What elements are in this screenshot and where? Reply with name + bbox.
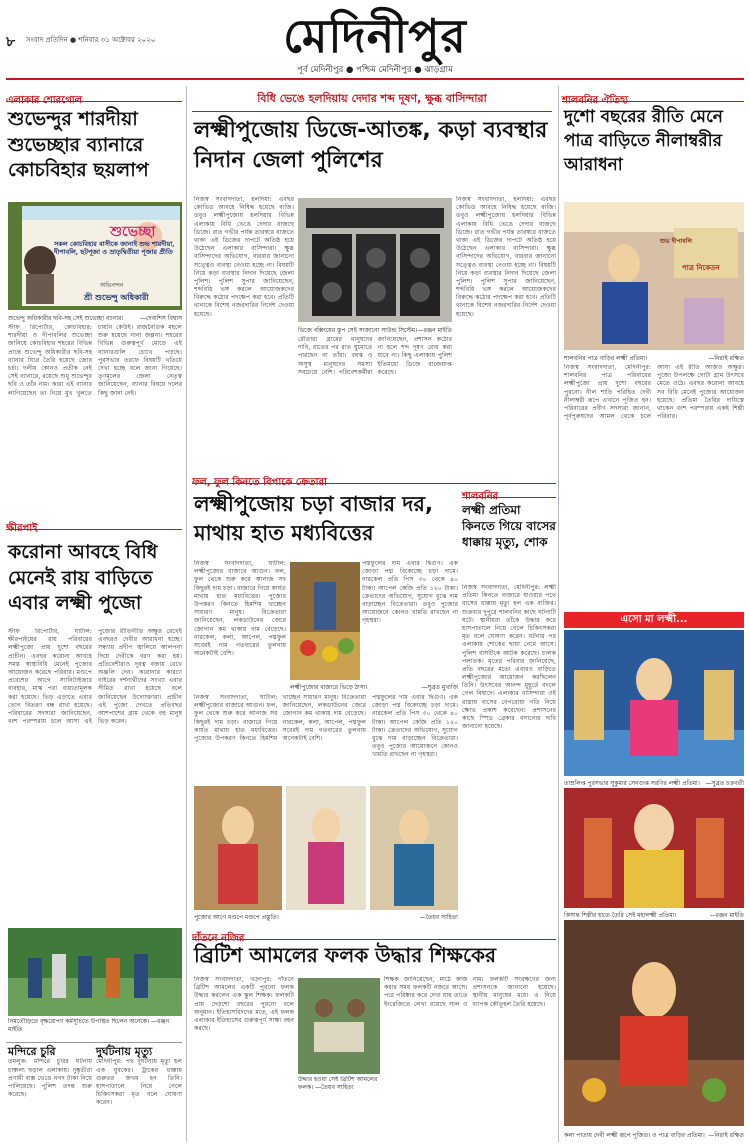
center-photo1-caption [298,325,452,336]
idol-photo-1-art [194,786,282,910]
center-kicker-1: বিধি ভেঙে হলদিয়ায় দেদার শব্দ দূষণ, ক্ষুব্ধ বাসিন্দারা [192,90,552,112]
left-story-2: স্টাফ রিপোর্টার, ঘাটাল: ক্ষীরপাইয়ের রায় পরিবারের লক্ষ্মীপুজো প্রায় দুশো বছরের প্রাচীন। এবছর করোনা আবহে সমস্ত স্বাস্থ্যবিধি মেনেই পুজোর আয়োজন করেছে পরিবার। মণ্ডপে প্রবেশের আগে স্যানিটাইজার ব্যবহার, মাস্ক পরা বাধ্যতামূলক করা হয়েছে। ভিড় এড়াতে এবার ভোগ বিতরণ বন্ধ রাখা হয়েছে। পরিবারের সদস্যরা জানিয়েছেন, বংশ পরম্পরায় চলে আসা এই পুজোর রীতিনীতি অক্ষুণ্ণ রেখেই এবছরও দেবীর আরাধনা হচ্ছে। সন্ধ্যায় প্রদীপ জ্বালিয়ে আলপনা দিয়ে দেবীকে বরণ করা হয়। প্রতিবেশীরাও দূরত্ব বজায় রেখে অঞ্জলি দেন। করোনার কারণে বাইরের দর্শনার্থীদের সংখ্যা এবার সীমিত রাখা হয়েছে বলে জানিয়েছেন উদ্যোক্তারা। প্রাচীন এই পুজো দেখতে প্রতিবছর আশপাশের গ্রাম থেকে বহু মানুষ ভিড় করেন। [8,628,182,726]
feature-photo-1-art [564,630,744,776]
left-photo2-caption-text: নিমতৌড়িতে বৃক্ষরোপণ কর্মসূচিতে উপস্থিত ছিলেন অনেকে। [8,1018,150,1025]
banner-name: শ্রী শুভেন্দু অধিকারী [84,292,149,302]
right-photo2-caption-text: তাম্রলিপ্ত পুরসভার সুকুমার সেনগুপ্ত সরণির লক্ষ্মী প্রতিমা। [564,780,700,787]
pandal-sign-1: শুভ দীপাবলি [660,238,692,245]
right-kicker-bar-1 [562,88,744,106]
left-bottom-rule [6,1042,182,1043]
page-number: ৮ [6,34,16,50]
left-kicker-2: ক্ষীরপাই [6,523,38,534]
left-photo1-caption-text: শুভেন্দু অধিকারীর ছবি-সহ সেই শুভেচ্ছা ব্যানার। [8,315,124,322]
right-photo1-caption [564,353,744,364]
left-photo1-credit: —দেবাশিস বিশ্বাস [140,315,182,322]
column-divider-left [186,86,187,1142]
left-kicker-bar-1 [6,88,182,106]
dj-speaker-photo-art [298,198,452,322]
banner-greeting: সকল কোচবিহার বাসীকে জানাই শুভ শারদীয়া, দীপাবলি, ছটপূজা ও ভ্রাতৃদ্বিতীয়া পূজার প্রীতি [54,240,175,257]
center-story-2b: পদ্মফুলের দাম এবার দ্বিগুণ। এক জোড়া পদ্ম বিকোচ্ছে চড়া দামে। নারকেল প্রতি পিস ৩০ থেকে ৪০ টাকা। আপেল কেজি প্রতি ১২০ টাকা। ক্রেতাদের অভিযোগ, সুযোগ বুঝে দাম বাড়াচ্ছেন বিক্রেতারা। তবুও পুজোর আয়োজনে কোনও খামতি রাখছেন না গৃহস্থরা। [362,560,458,625]
right-story-1: নিজস্ব সংবাদদাতা, মেদিনীপুর: শালবনির পাত্র পরিবারের লক্ষ্মীপুজো প্রায় দুশো বছরের পুরনো। নীল শাড়ি পরিহিত দেবী নীলাম্বরী রূপে এখানে পূজিত হন। পরিবারের প্রবীণ সদস্যরা জানান, পূর্বপুরুষদের আমল থেকে চলে আসা এই রীতি আজও অক্ষুণ্ণ। পুজো উপলক্ষে গোটা গ্রাম উৎসবে মেতে ওঠে। এবছর করোনা আবহে সব বিধি মেনেই পুজোর আয়োজন হয়েছে। প্রতিমা তৈরির দায়িত্বে থাকেন বংশ পরম্পরায় একই শিল্পী পরিবার। [564,364,744,421]
dj-speaker-photo [298,198,452,322]
right-photo1-caption-text: শালবনির পাত্র বাড়ির লক্ষ্মী প্রতিমা। [564,355,648,362]
right-headline-1: দুশো বছরের রীতি মেনে পাত্র বাড়িতে নীলাম্বরীর আরাধনা [564,107,723,175]
tree-planting-photo-art [8,928,182,1016]
column-divider-right [558,86,559,1142]
left-brief-2-text: মেদিনীপুর: পথ দুর্ঘটনায় মৃত্যু হল এক যুবকের। ট্রাকের ধাক্কায় গুরুতর জখম হন তিনি। হাসপাতালে নিয়ে গেলে চিকিৎসকরা মৃত বলে ঘোষণা করেন। [96,1058,182,1107]
feature-photo-2-art [564,788,744,908]
left-headline-2: করোনা আবহে বিধি মেনেই রায় বাড়িতে এবার লক্ষ্মী পুজো [8,541,158,615]
center-photo1-caption-text: ডিজে বক্সিংয়ের স্তূপ সেই সাজানো সাউন্ড সিস্টেম। [298,327,418,334]
center-photo2-caption-text: লক্ষ্মীপুজোর বাজারে ভিড়ে ঠাসা। [290,684,368,691]
center-headline-3: ব্রিটিশ আমলের ফলক উদ্ধার শিক্ষকের [194,943,496,967]
idol-photo-2 [286,786,366,910]
left-kicker-1: এলাকার শোরগোল [6,95,83,106]
patra-idol-photo [564,202,744,350]
banner-sub: অভিনন্দন [100,282,124,289]
feature-photo-1 [564,630,744,776]
market-photo-art [290,562,360,680]
masthead-regions: পূর্ব মেদিনীপুর ● পশ্চিম মেদিনীপুর ● ঝাড়গ্রাম [297,65,453,75]
right-photo3-credit: —রঞ্জন মাইতি [709,912,744,919]
right-photo4-caption [564,1130,744,1141]
center-headline-1: লক্ষ্মীপুজোয় ডিজে-আতঙ্ক, কড়া ব্যবস্থার নিদান জেলা পুলিশের [194,118,548,174]
center-story-1c: নিজস্ব সংবাদদাতা, হলদিয়া: এবছর কোভিড আবহে নিষিদ্ধ হয়েছে বাজি। তবুও লক্ষ্মীপুজোয় হলদিয়ার বিভিন্ন এলাকায় বিধি ভেঙে দেদার বাজছে ডিজে। রাত গভীর পর্যন্ত তারস্বরে বাজতে থাকা এই ডিজের দাপটে অতিষ্ঠ হয়ে উঠেছেন এলাকার বাসিন্দারা। ক্ষুব্ধ বাসিন্দাদের অভিযোগ, বারবার জানানো সত্ত্বেও ব্যবস্থা নেওয়া হচ্ছে না। বিষয়টি নিয়ে কড়া ব্যবস্থার নিদান দিয়েছে জেলা পুলিশ। পুলিশ সুপার জানিয়েছেন, শব্দবিধি ভঙ্গ করলে আয়োজকদের বিরুদ্ধে কঠোর পদক্ষেপ করা হবে। প্রতিটি থানাকে বিশেষ নজরদারির নির্দেশ দেওয়া হয়েছে। [456,196,556,318]
masthead-title: মেদিনীপুর [283,9,467,63]
center-story-3b: শিক্ষক জানিয়েছেন, মাঠে কাজ করার সময় ফলকটি নজরে আসে। পরে পরিষ্কার করে দেখা যায় তাতে ইংরেজিতে লেখা রয়েছে সাল ও নাম। ফলকটি সংরক্ষণের জন্য প্রশাসনকে জানানো হয়েছে। স্থানীয় মানুষের মধ্যে এ নিয়ে ব্যাপক কৌতূহল তৈরি হয়েছে। [384,976,556,1008]
center-story-2d: পদ্মফুলের দাম এবার দ্বিগুণ। এক জোড়া পদ্ম বিকোচ্ছে চড়া দামে। নারকেল প্রতি পিস ৩০ থেকে ৪০ টাকা। আপেল কেজি প্রতি ১২০ টাকা। ক্রেতাদের অভিযোগ, সুযোগ বুঝে দাম বাড়াচ্ছেন বিক্রেতারা। তবুও পুজোর আয়োজনে কোনও খামতি রাখছেন না গৃহস্থরা। [372,694,458,759]
right-photo2-credit: —সুব্রত চক্রবর্তী [705,780,744,787]
center-story-1b: রৌতারা গ্রামের মানুষদের দাবি, রাতের পর রাত ঘুমোতে পারছেন না তাঁরা। বয়স্ক ও অসুস্থ মানুষদের সমস্যা সবচেয়ে বেশি। পরিবেশকর্মীরা জানিয়েছেন, প্রশাসন কঠোর না হলে শব্দ দূষণ রোধ করা যাবে না। কিছু এলাকায় পুলিশ ইতিমধ্যে ডিজে বাজেয়াপ্ত করেছে। [298,336,452,376]
center-headline-2: লক্ষ্মীপুজোয় চড়া বাজার দর, মাথায় হাত মধ্যবিত্তের [194,492,433,545]
feature-photo-3-art [564,920,744,1126]
market-photo [290,562,360,680]
center-kicker-3 [192,926,556,944]
center-story-1a: নিজস্ব সংবাদদাতা, হলদিয়া: এবছর কোভিড আবহে নিষিদ্ধ হয়েছে বাজি। তবুও লক্ষ্মীপুজোয় হলদিয়ার বিভিন্ন এলাকায় বিধি ভেঙে দেদার বাজছে ডিজে। রাত গভীর পর্যন্ত তারস্বরে বাজতে থাকা এই ডিজের দাপটে অতিষ্ঠ হয়ে উঠেছেন এলাকার বাসিন্দারা। ক্ষুব্ধ বাসিন্দাদের অভিযোগ, বারবার জানানো সত্ত্বেও ব্যবস্থা নেওয়া হচ্ছে না। বিষয়টি নিয়ে কড়া ব্যবস্থার নিদান দিয়েছে জেলা পুলিশ। পুলিশ সুপার জানিয়েছেন, শব্দবিধি ভঙ্গ করলে আয়োজকদের বিরুদ্ধে কঠোর পদক্ষেপ করা হবে। প্রতিটি থানাকে বিশেষ নজরদারির নির্দেশ দেওয়া হয়েছে। [194,196,294,318]
right-photo1-credit: —নিরাই রক্ষিত [708,355,744,362]
patra-idol-photo-art [564,202,744,350]
center-story-3a: নিজস্ব সংবাদদাতা, খড়্গপুর: দাঁতনে ব্রিটিশ আমলের একটি পুরনো ফলক উদ্ধার করলেন এক স্কুল শিক্ষক। ফলকটি প্রায় দেড়শো বছরের পুরনো বলে অনুমান। ইতিহাসবিদদের মতে, এই ফলক এলাকার ইতিহাসের গুরুত্বপূর্ণ সাক্ষ্য বহন করছে। [194,976,294,1033]
left-headline-1: শুভেন্দুর শারদীয়া শুভেচ্ছার ব্যানারে কোচবিহার ছয়লাপ [8,108,149,182]
banner-title: শুভেচ্ছা [110,224,156,240]
center-kicker-2 [192,470,556,488]
center-photo2-credit: —সুব্রত মুখার্জি [421,684,458,691]
center-kicker-2-text: ফল, ফুল কিনতে বিপাকে ক্রেতারা [192,477,327,488]
left-kicker-bar-2 [6,516,182,534]
masthead-rule [6,78,744,80]
center-photo3-caption [194,912,458,923]
idol-photo-1 [194,786,282,910]
idol-photo-2-art [286,786,366,910]
center-photo4-caption-text: উদ্ধার হওয়া সেই ব্রিটিশ আমলের ফলক। [298,1076,378,1091]
plaque-photo [298,978,380,1074]
center-photo3-credit: —তৈয়ব সাহিত্য [419,914,458,921]
center-photo4-credit: —তৈয়ব সাহিত্য [315,1083,354,1091]
left-brief-2-title: দুর্ঘটনায় মৃত্যু [96,1045,153,1058]
idol-photo-3 [370,786,458,910]
center-photo1-credit: —রঞ্জন মাইতি [417,327,452,334]
left-photo1-caption [8,313,182,324]
right-kicker-1: শালবনির ঐতিহ্য [562,95,629,106]
left-brief-1 [8,1046,92,1134]
feature-photo-3 [564,920,744,1126]
right-photo4-credit: —নিরাই রক্ষিত [708,1132,744,1139]
pandal-sign-2: পাত্র নিকেতন [682,264,720,272]
mid-headline: লক্ষ্মী প্রতিমা কিনতে গিয়ে বাসের ধাক্কায় মৃত্যু, শোক [462,503,556,550]
left-brief-1-title: মন্দিরে চুরি [8,1045,56,1058]
feature-band-title: এসো মা লক্ষ্মী... [620,614,688,625]
mid-kicker [462,484,556,502]
center-story-2c: নিজস্ব সংবাদদাতা, ঘাটাল: লক্ষ্মীপুজোর বাজারে আগুন। ফল, ফুল থেকে শুরু করে আনাজ সব কিছুরই দাম চড়া। বাজারে গিয়ে কার্যত মাথায় হাত মধ্যবিত্তের। পুজোর উপকরণ কিনতে হিমশিম খাচ্ছেন সাধারণ মানুষ। বিক্রেতারা জানিয়েছেন, লকডাউনের জেরে জোগান কম থাকায় দাম বেড়েছে। নারকেল, কলা, আপেল, পদ্মফুল সবেরই দাম গতবারের তুলনায় অনেকটাই বেশি। [194,694,366,742]
right-photo3-caption-text: কিসান্ত শিল্পীর হাতে তৈরি সেই মহালক্ষ্মী প্রতিমা। [564,912,677,919]
left-photo2-caption [8,1018,182,1034]
idol-photo-3-art [370,786,458,910]
banner-photo [8,202,182,310]
center-photo3-caption-text: পুজোর আগে মণ্ডপে মণ্ডপে প্রস্তুতি। [194,914,279,921]
center-kicker-3-text: দাঁতনে নজির [192,933,245,944]
feature-photo-2 [564,788,744,908]
center-photo4-caption [298,1076,380,1092]
plaque-photo-art [298,978,380,1074]
left-brief-2 [96,1046,182,1134]
left-photo2-credit: —রঞ্জন মাইতি [8,1018,170,1033]
mid-story: নিজস্ব সংবাদদাতা, মেদিনীপুর: লক্ষ্মী প্রতিমা কিনতে বাজারে যাওয়ার পথে বাসের ধাক্কায় মৃত্যু হল এক ব্যক্তির। শুক্রবার দুপুরে শালবনির কাছে ঘটনাটি ঘটে। স্থানীয়রা তাঁকে উদ্ধার করে হাসপাতালে নিয়ে গেলে চিকিৎসকরা মৃত বলে ঘোষণা করেন। ঘটনার পর এলাকায় শোকের ছায়া নেমে আসে। পুলিশ বাসটিকে আটক করেছে। চালক পলাতক। মৃতের পরিবার জানিয়েছে, প্রতি বছরের মতো এবারও বাড়িতে লক্ষ্মীপুজোর আয়োজন করছিলেন তিনি। উৎসবের আনন্দ মুহূর্তে বদলে গেল বিষাদে। এলাকার বাসিন্দারা ওই রাস্তায় বাসের বেপরোয়া গতি নিয়ে ক্ষোভ প্রকাশ করেছেন। প্রশাসনের কাছে স্পিড ব্রেকার বসানোর দাবি জানানো হয়েছে। [462,584,556,731]
right-photo4-caption-text: কলা পাতায় দেবী লক্ষ্মী রূপে পূজিত। ও পাত্র বাড়ির প্রতিমা। [564,1132,705,1139]
left-brief-1-text: তমলুক: মন্দিরে চুরির ঘটনায় চাঞ্চল্য ছড়াল এলাকায়। দুষ্কৃতীরা প্রণামী বাক্স ভেঙে নগদ টাকা নিয়ে পালিয়েছে। পুলিশ তদন্ত শুরু করেছে। [8,1058,92,1099]
feature-band [564,612,744,628]
center-photo2-caption [290,682,458,693]
mid-kicker-text: শালবনির [462,491,499,502]
dateline: সংবাদ প্রতিদিন ● শনিবার ৩১ অক্টোবর ২০২০ [26,36,156,44]
left-story-1: স্টাফ রিপোর্টার, কোচবিহার: শারদীয়া ও দীপাবলির শুভেচ্ছা জানিয়ে কোচবিহার শহরের বিভিন্ন প্রান্তে শুভেন্দু অধিকারীর ছবি-সহ ব্যানার ঘিরে তৈরি হয়েছে জোর চর্চা। দলীয় কোনও প্রতীক নেই সেই ব্যানারে, রয়েছে শুধু শুভেন্দুর ছবি ও তাঁর নাম। কারা এই ব্যানার লাগিয়েছেন তা নিয়ে মুখ খুলতে চায়নি কেউই। রাজনৈতিক মহলে শুরু হয়েছে নানা জল্পনা। শহরের বিভিন্ন গুরুত্বপূর্ণ মোড়ে এই ব্যানারগুলি চোখে পড়ছে। পুরসভার তরফে বিষয়টি খতিয়ে দেখা হচ্ছে বলে জানা গিয়েছে। তৃণমূলের জেলা নেতৃত্ব জানিয়েছেন, ব্যানার বিষয়ে দলের কিছু জানা নেই। [8,324,182,397]
tree-planting-photo [8,928,182,1016]
center-story-2a: নিজস্ব সংবাদদাতা, ঘাটাল: লক্ষ্মীপুজোর বাজারে আগুন। ফল, ফুল থেকে শুরু করে আনাজ সব কিছুরই দাম চড়া। বাজারে গিয়ে কার্যত মাথায় হাত মধ্যবিত্তের। পুজোর উপকরণ কিনতে হিমশিম খাচ্ছেন সাধারণ মানুষ। বিক্রেতারা জানিয়েছেন, লকডাউনের জেরে জোগান কম থাকায় দাম বেড়েছে। নারকেল, কলা, আপেল, পদ্মফুল সবেরই দাম গতবারের তুলনায় অনেকটাই বেশি। [194,560,286,658]
